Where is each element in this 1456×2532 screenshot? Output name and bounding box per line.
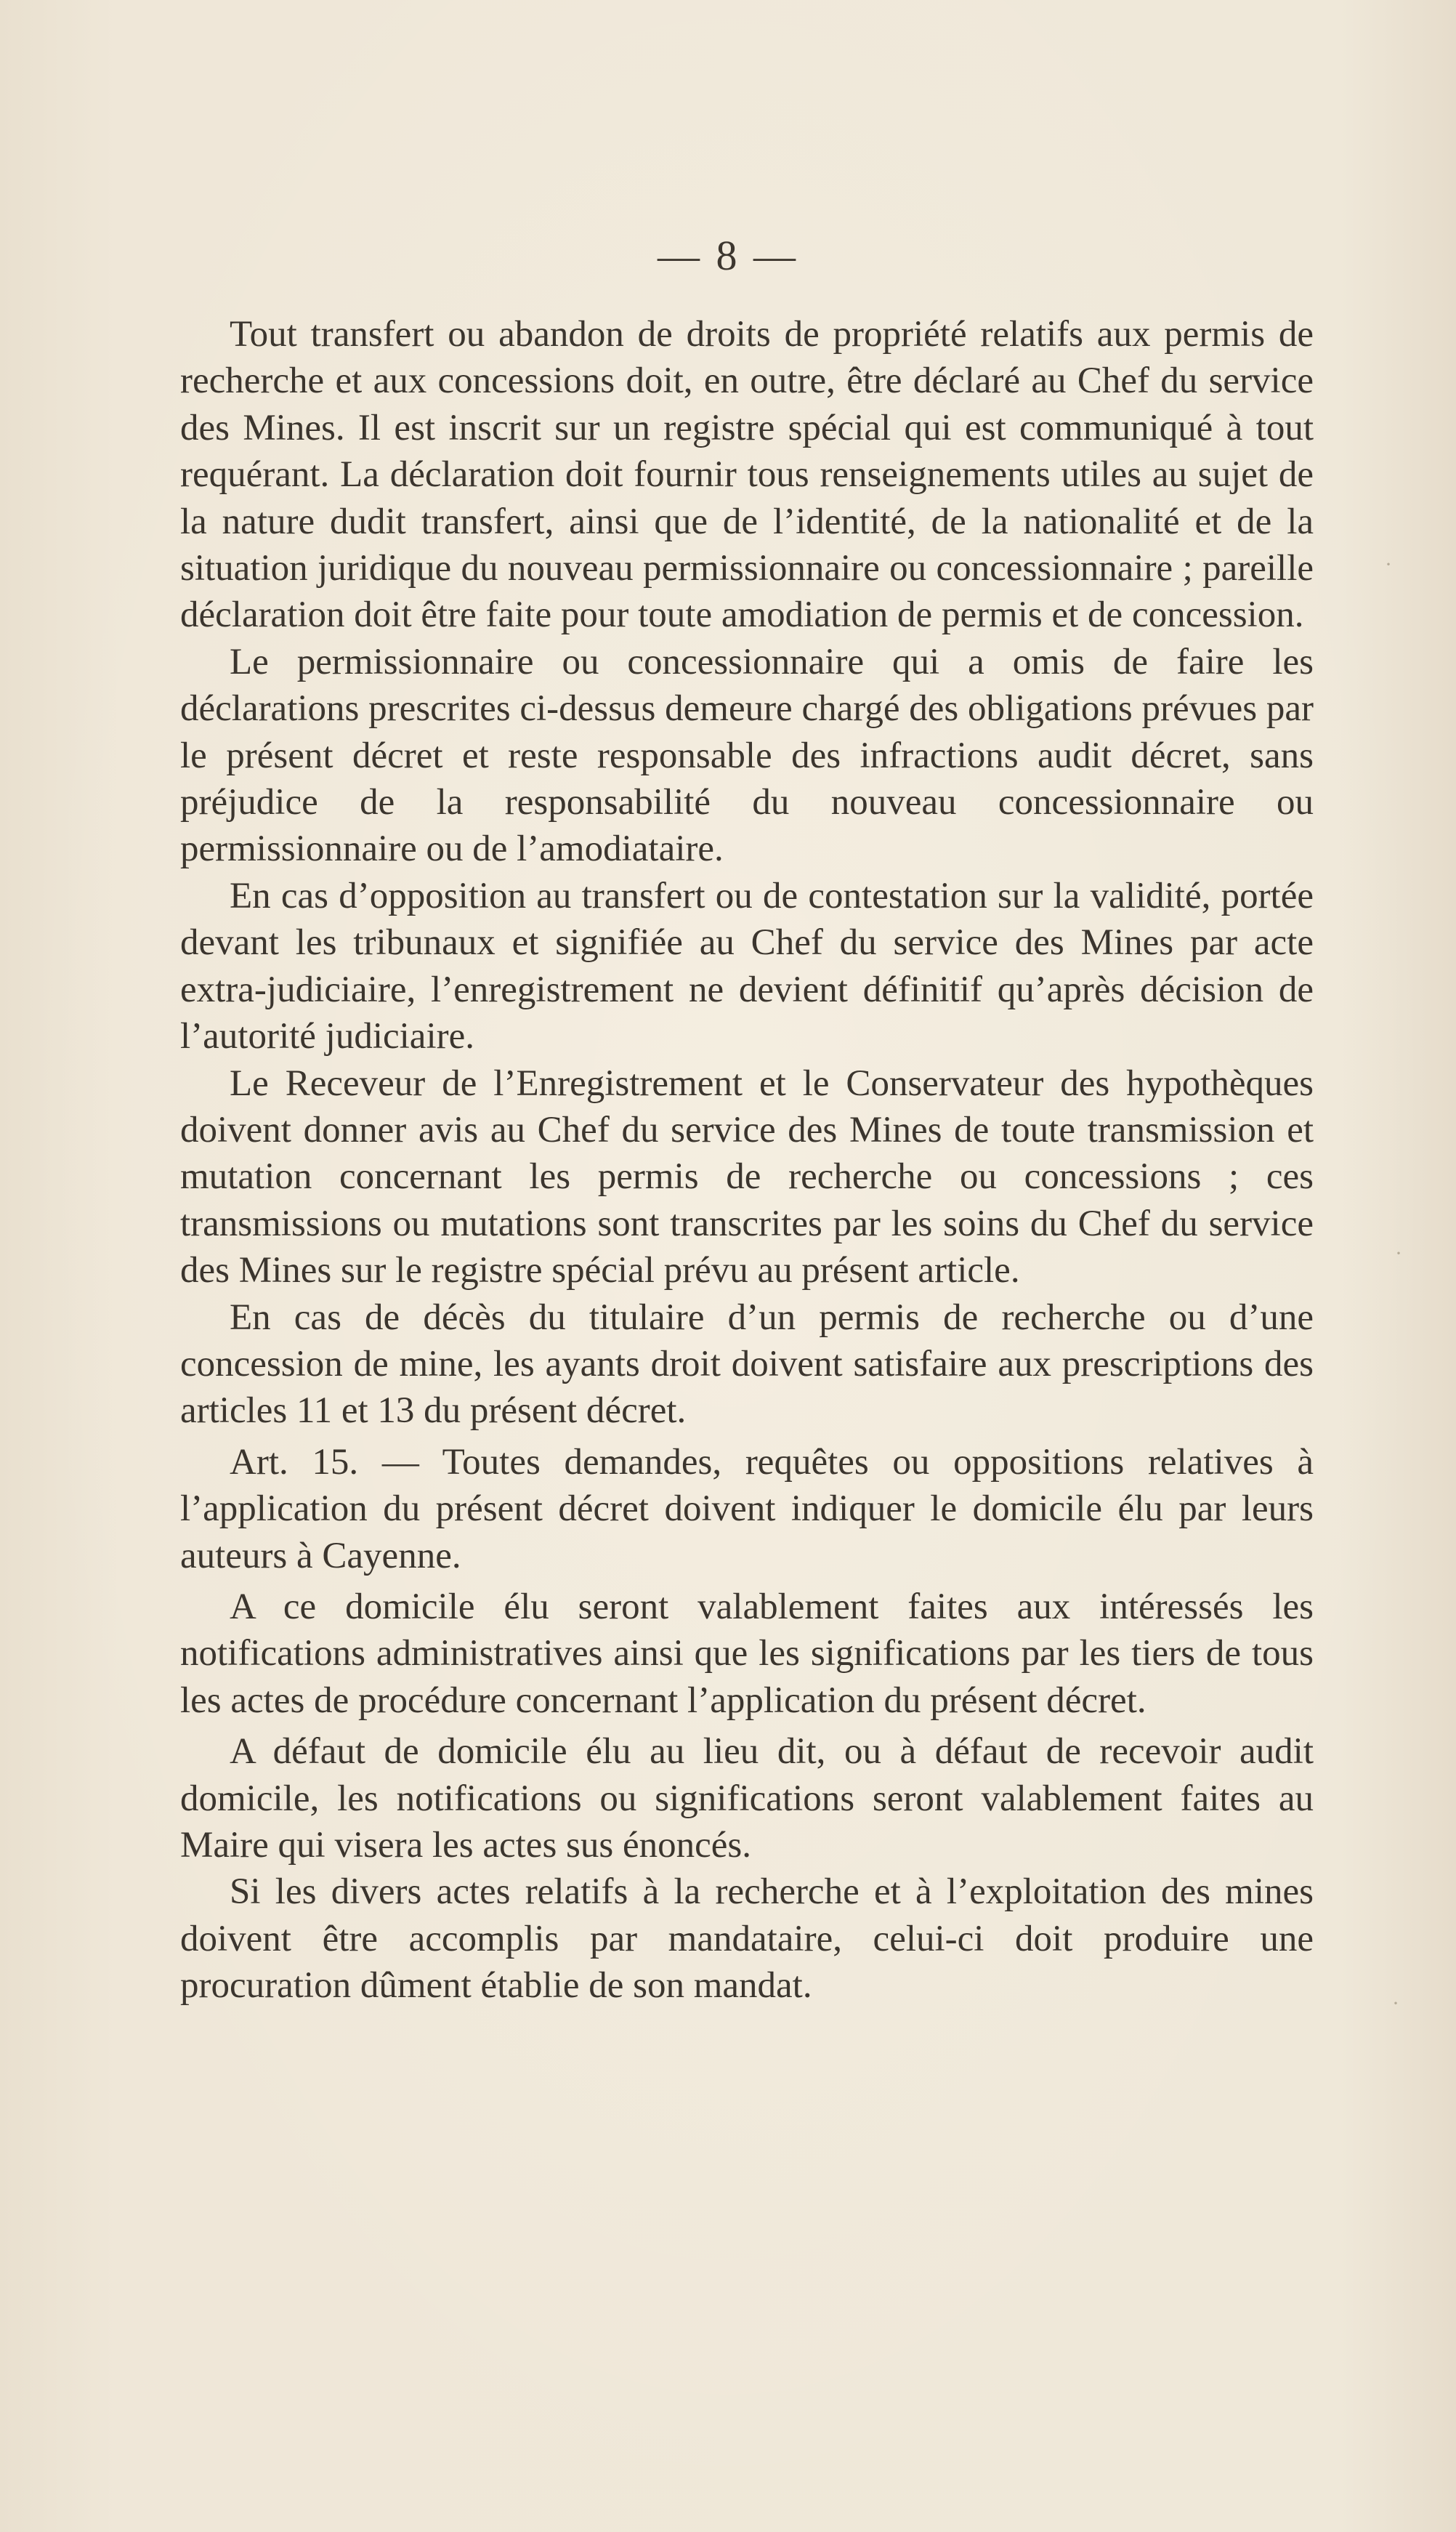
paragraph-permit-holder-obligations: Le permissionnaire ou concessionnaire qui a omis de faire les déclarations prescrites ci-dessus demeure chargé des obligations prévues par le présent décret et reste responsable des infractions audit décret, sans préjudice de la responsabilité du nouveau concessionnaire ou permissionnaire ou de l’amodiataire.: [180, 641, 1314, 870]
paragraph-mandatary: Si les divers actes relatifs à la recherche et à l’exploitation des mines doivent être accomplis par mandataire, celui-ci doit produire une procuration dûment établie de son mandat.: [180, 1871, 1314, 2007]
paragraph-transfer-declaration: Tout transfert ou abandon de droits de propriété relatifs aux permis de recherche et aux concessions doit, en outre, être déclaré au Chef du service des Mines. Il est inscrit sur un registre spécial qui est communiqué à tout requérant. La déclaration doit fournir tous renseignements utiles au sujet de la nature dudit transfert, ainsi que de l’identité, de la nationalité et de la situation juridique du nouveau permissionnaire ou concessionnaire ; pareille déclaration doit être faite pour toute amodiation de permis et de concession.: [180, 314, 1314, 636]
paragraph-registrar-notice: Le Receveur de l’Enregistrement et le Conservateur des hypothèques doivent donner avis au Chef du service des Mines de toute transmission et mutation concernant les permis de recherche ou concessions ; ces transmissions ou mutations sont transcrites par les soins du Chef du service des Mines sur le registre spécial prévu au présent article.: [180, 1063, 1314, 1291]
paragraph-elected-domicile: A ce domicile élu seront valablement faites aux intéressés les notifications administratives ainsi que les significations par les tiers de tous les actes de procédure concernant l’application du présent décret.: [180, 1586, 1314, 1721]
page-number: — 8 —: [658, 232, 798, 279]
margin-speck: ·: [1392, 1991, 1399, 2015]
paragraph-death-of-holder: En cas de décès du titulaire d’un permis de recherche ou d’une concession de mine, les ayants droit doivent satisfaire aux prescriptions des articles 11 et 13 du présent décret.: [180, 1297, 1314, 1432]
paragraph-opposition: En cas d’opposition au transfert ou de contestation sur la validité, portée devant les tribunaux et signifiée au Chef du service des Mines par acte extra-judiciaire, l’enregistrement ne devient définitif qu’après décision de l’autorité judiciaire.: [180, 875, 1314, 1057]
body-text: [180, 311, 1314, 2009]
paragraph-article-15: Art. 15. — Toutes demandes, requêtes ou oppositions relatives à l’application du présent décret doivent indiquer le domicile élu par leurs auteurs à Cayenne.: [180, 1441, 1314, 1576]
margin-speck: ·: [1385, 552, 1392, 576]
margin-speck: ·: [1395, 1241, 1402, 1265]
paragraph-default-domicile: A défaut de domicile élu au lieu dit, ou à défaut de recevoir audit domicile, les notifications ou significations seront valablement faites au Maire qui visera les actes sus énoncés.: [180, 1731, 1314, 1866]
